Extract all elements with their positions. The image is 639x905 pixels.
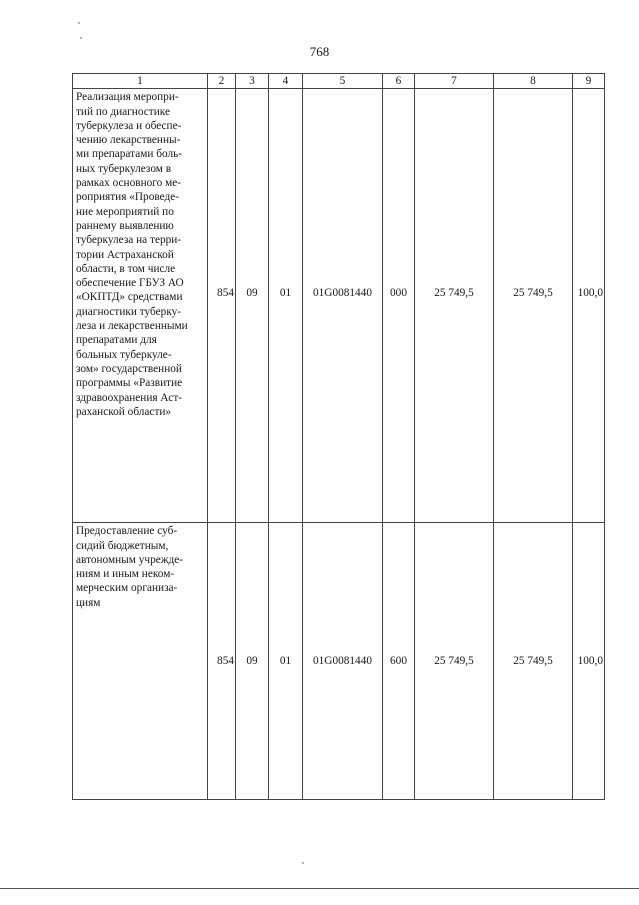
- table-row: [73, 523, 605, 800]
- col-header-5: 5: [303, 74, 383, 89]
- scan-edge-line: [0, 888, 639, 889]
- desc-line: мерческим организа-: [76, 582, 178, 595]
- desc-line: тории Астраханской: [76, 248, 174, 261]
- cell-col3: 09: [236, 89, 269, 523]
- cell-col6: 600: [383, 523, 415, 800]
- cell-col5: 01G0081440: [303, 523, 383, 800]
- table-row: [73, 89, 605, 523]
- desc-line: леза и лекарственными: [76, 320, 188, 333]
- desc-line: ние мероприятий по: [76, 205, 174, 218]
- col-header-4: 4: [269, 74, 303, 89]
- cell-col9: 100,0: [573, 89, 605, 523]
- cell-col2: 854: [208, 89, 236, 523]
- desc-line: Реализация меропри-: [76, 91, 179, 104]
- scan-speck: [80, 37, 82, 39]
- desc-line: больных туберкуле-: [76, 348, 172, 361]
- col-header-7: 7: [415, 74, 494, 89]
- desc-line: автономным учрежде-: [76, 553, 184, 566]
- cell-col3: 09: [236, 523, 269, 800]
- cell-col7: 25 749,5: [415, 523, 494, 800]
- scan-speck: [78, 22, 80, 24]
- col-header-8: 8: [494, 74, 573, 89]
- desc-line: здравоохранения Аст-: [76, 391, 183, 404]
- desc-line: раннему выявлению: [76, 219, 174, 232]
- desc-line: зом» государственной: [76, 362, 182, 375]
- desc-line: ниям и иным неком-: [76, 568, 175, 581]
- desc-line: роприятия «Проведе-: [76, 191, 179, 204]
- budget-table: [72, 73, 605, 800]
- desc-line: Предоставление суб-: [76, 525, 178, 538]
- cell-col2: 854: [208, 523, 236, 800]
- desc-line: туберкулеза на терри-: [76, 234, 182, 247]
- cell-col4: 01: [269, 89, 303, 523]
- cell-col4: 01: [269, 523, 303, 800]
- desc-line: туберкулеза и обеспе-: [76, 119, 182, 132]
- header-row: [73, 74, 605, 89]
- desc-line: ми препаратами боль-: [76, 148, 183, 161]
- desc-line: тий по диагностике: [76, 105, 171, 118]
- col-header-6: 6: [383, 74, 415, 89]
- cell-col6: 000: [383, 89, 415, 523]
- col-header-3: 3: [236, 74, 269, 89]
- cell-col8: 25 749,5: [494, 89, 573, 523]
- desc-line: препаратами для: [76, 334, 157, 347]
- row-description: [73, 523, 208, 800]
- cell-col9: 100,0: [573, 523, 605, 800]
- desc-line: диагностики туберку-: [76, 305, 182, 318]
- col-header-9: 9: [573, 74, 605, 89]
- cell-col7: 25 749,5: [415, 89, 494, 523]
- desc-line: обеспечение ГБУЗ АО: [76, 277, 184, 290]
- cell-col5: 01G0081440: [303, 89, 383, 523]
- desc-line: сидий бюджетным,: [76, 539, 169, 552]
- row-description: [73, 89, 208, 523]
- desc-line: рамках основного ме-: [76, 177, 182, 190]
- desc-line: области, в том числе: [76, 262, 176, 275]
- desc-line: программы «Развитие: [76, 377, 183, 390]
- col-header-2: 2: [208, 74, 236, 89]
- page-number: 768: [309, 44, 330, 59]
- col-header-1: 1: [73, 74, 208, 89]
- desc-line: «ОКПТД» средствами: [76, 291, 183, 304]
- cell-col8: 25 749,5: [494, 523, 573, 800]
- desc-line: ных туберкулезом в: [76, 162, 172, 175]
- desc-line: циям: [76, 596, 101, 609]
- desc-line: чению лекарственны-: [76, 134, 181, 147]
- scan-speck: [302, 862, 304, 864]
- desc-line: раханской области»: [76, 405, 172, 418]
